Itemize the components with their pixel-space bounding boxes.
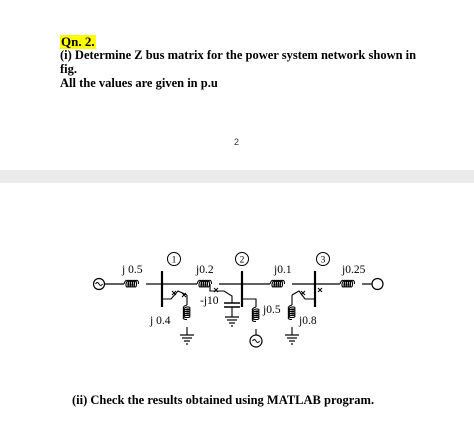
bus-2-number: 2 <box>239 255 245 266</box>
bus-1-number: 1 <box>171 255 177 266</box>
question-part-i-continued: fig. <box>60 62 78 76</box>
generator-2-icon <box>250 335 262 347</box>
shunt-3-label: j0.8 <box>299 315 317 327</box>
breaker-1-icon <box>172 291 176 295</box>
gen3-series-label: j0.25 <box>342 264 366 276</box>
line-12-reactance-icon <box>197 280 212 287</box>
generator-1-icon <box>94 279 105 290</box>
page-2 <box>0 183 474 429</box>
shunt-1-label: j 0.4 <box>150 315 171 327</box>
ground-cap-icon <box>225 317 239 326</box>
shunt-1-reactance-icon <box>183 305 190 320</box>
line-23-label: j0.1 <box>274 264 292 276</box>
generator-3-icon <box>372 279 383 290</box>
gen3-reactance-icon <box>340 280 355 287</box>
ground-1-icon <box>180 335 194 344</box>
gen1-reactance-icon <box>124 280 139 287</box>
shunt-2-reactance-icon <box>252 307 259 322</box>
question-note: All the values are given in p.u <box>60 76 218 90</box>
question-number: Qn. 2. <box>61 34 95 49</box>
page-number: 2 <box>234 137 240 147</box>
question-part-ii: (ii) Check the results obtained using MATLAB program. <box>72 393 375 407</box>
bus-3-number: 3 <box>320 255 326 266</box>
question-part-i: (i) Determine Z bus matrix for the power system network shown in <box>60 48 417 62</box>
shunt-3-reactance-icon <box>288 305 295 320</box>
page-1 <box>0 0 474 170</box>
line-12-label: j0.2 <box>196 264 214 276</box>
capacitor-label: -j10 <box>200 295 219 307</box>
line-23-reactance-icon <box>270 280 285 287</box>
ground-3-icon <box>285 335 299 344</box>
gen1-series-label: j 0.5 <box>122 264 143 276</box>
shunt-2-label: j0.5 <box>263 304 281 316</box>
circuit-diagram <box>0 183 474 383</box>
breaker-3-icon <box>301 291 305 295</box>
